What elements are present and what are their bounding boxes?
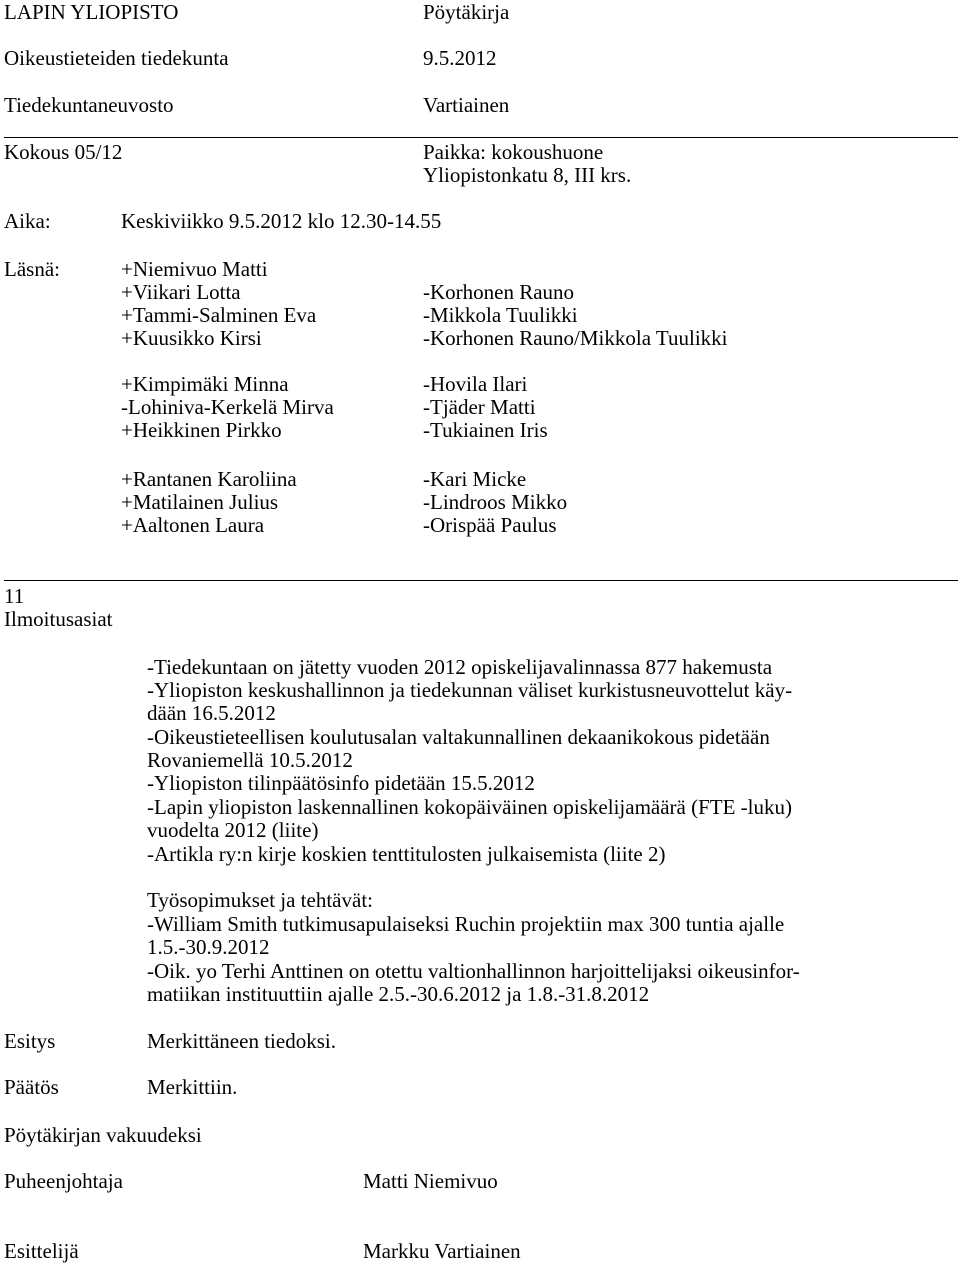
contract-line: -Oik. yo Terhi Anttinen on otettu valtionhallinnon harjoittelijaksi oikeusinfor- [147, 959, 800, 983]
notice-line: -Lapin yliopiston laskennallinen kokopäiväinen opiskelijamäärä (FTE -luku) [147, 795, 793, 819]
meeting-number: Kokous 05/12 [4, 140, 123, 164]
attendee-right: -Hovila Ilari [423, 372, 528, 396]
attendee-left: +Tammi-Salminen Eva [121, 303, 317, 327]
header-divider [4, 137, 958, 138]
attendee-right: -Korhonen Rauno [423, 280, 575, 304]
time-label: Aika: [4, 209, 51, 233]
attendee-left: +Viikari Lotta [121, 280, 241, 304]
presenter-label: Esittelijä [4, 1239, 79, 1263]
notice-line: -Yliopiston tilinpäätösinfo pidetään 15.5.2012 [147, 771, 535, 795]
proposal-label: Esitys [4, 1029, 56, 1053]
meeting-address: Yliopistonkatu 8, III krs. [423, 163, 632, 187]
contract-line: matiikan instituuttiin ajalle 2.5.-30.6.2012 ja 1.8.-31.8.2012 [147, 982, 650, 1006]
section-divider [4, 580, 958, 581]
faculty-name: Oikeustieteiden tiedekunta [4, 46, 229, 70]
attendee-right: -Tukiainen Iris [423, 418, 548, 442]
attendee-left: +Kuusikko Kirsi [121, 326, 262, 350]
section-number: 11 [4, 584, 25, 608]
proposal-value: Merkittäneen tiedoksi. [147, 1029, 336, 1053]
university-name: LAPIN YLIOPISTO [4, 0, 179, 24]
decision-label: Päätös [4, 1075, 59, 1099]
attendee-left: +Kimpimäki Minna [121, 372, 289, 396]
notice-line: -Oikeustieteellisen koulutusalan valtakunnallinen dekaanikokous pidetään [147, 725, 770, 749]
attendee-left: +Niemivuo Matti [121, 257, 268, 281]
attendee-right: -Mikkola Tuulikki [423, 303, 578, 327]
attendee-right: -Tjäder Matti [423, 395, 536, 419]
attendee-left: +Rantanen Karoliina [121, 467, 297, 491]
document-type: Pöytäkirja [423, 0, 510, 24]
notice-line: dään 16.5.2012 [147, 701, 276, 725]
notice-line: vuodelta 2012 (liite) [147, 818, 319, 842]
chair-label: Puheenjohtaja [4, 1169, 123, 1193]
decision-value: Merkittiin. [147, 1075, 238, 1099]
meeting-place: Paikka: kokoushuone [423, 140, 604, 164]
attendee-left: +Aaltonen Laura [121, 513, 265, 537]
notice-line: -Artikla ry:n kirje koskien tenttitulosten julkaisemista (liite 2) [147, 842, 666, 866]
notice-line: Rovaniemellä 10.5.2012 [147, 748, 353, 772]
time-value: Keskiviikko 9.5.2012 klo 12.30-14.55 [121, 209, 442, 233]
attendee-left: -Lohiniva-Kerkelä Mirva [121, 395, 334, 419]
attendee-right: -Korhonen Rauno/Mikkola Tuulikki [423, 326, 728, 350]
contracts-title: Työsopimukset ja tehtävät: [147, 888, 373, 912]
attendee-right: -Lindroos Mikko [423, 490, 568, 514]
attendee-right: -Orispää Paulus [423, 513, 557, 537]
recorder-name: Vartiainen [423, 93, 510, 117]
council-name: Tiedekuntaneuvosto [4, 93, 174, 117]
attendance-label: Läsnä: [4, 257, 60, 281]
meeting-date: 9.5.2012 [423, 46, 497, 70]
chair-name: Matti Niemivuo [363, 1169, 498, 1193]
contract-line: -William Smith tutkimusapulaiseksi Ruchin projektiin max 300 tuntia ajalle [147, 912, 785, 936]
attendee-right: -Kari Micke [423, 467, 527, 491]
contract-line: 1.5.-30.9.2012 [147, 935, 270, 959]
presenter-name: Markku Vartiainen [363, 1239, 521, 1263]
notice-line: -Yliopiston keskushallinnon ja tiedekunnan väliset kurkistusneuvottelut käy- [147, 678, 793, 702]
notice-line: -Tiedekuntaan on jätetty vuoden 2012 opiskelijavalinnassa 877 hakemusta [147, 655, 773, 679]
section-title: Ilmoitusasiat [4, 607, 113, 631]
signatures-title: Pöytäkirjan vakuudeksi [4, 1123, 202, 1147]
attendee-left: +Matilainen Julius [121, 490, 279, 514]
attendee-left: +Heikkinen Pirkko [121, 418, 282, 442]
